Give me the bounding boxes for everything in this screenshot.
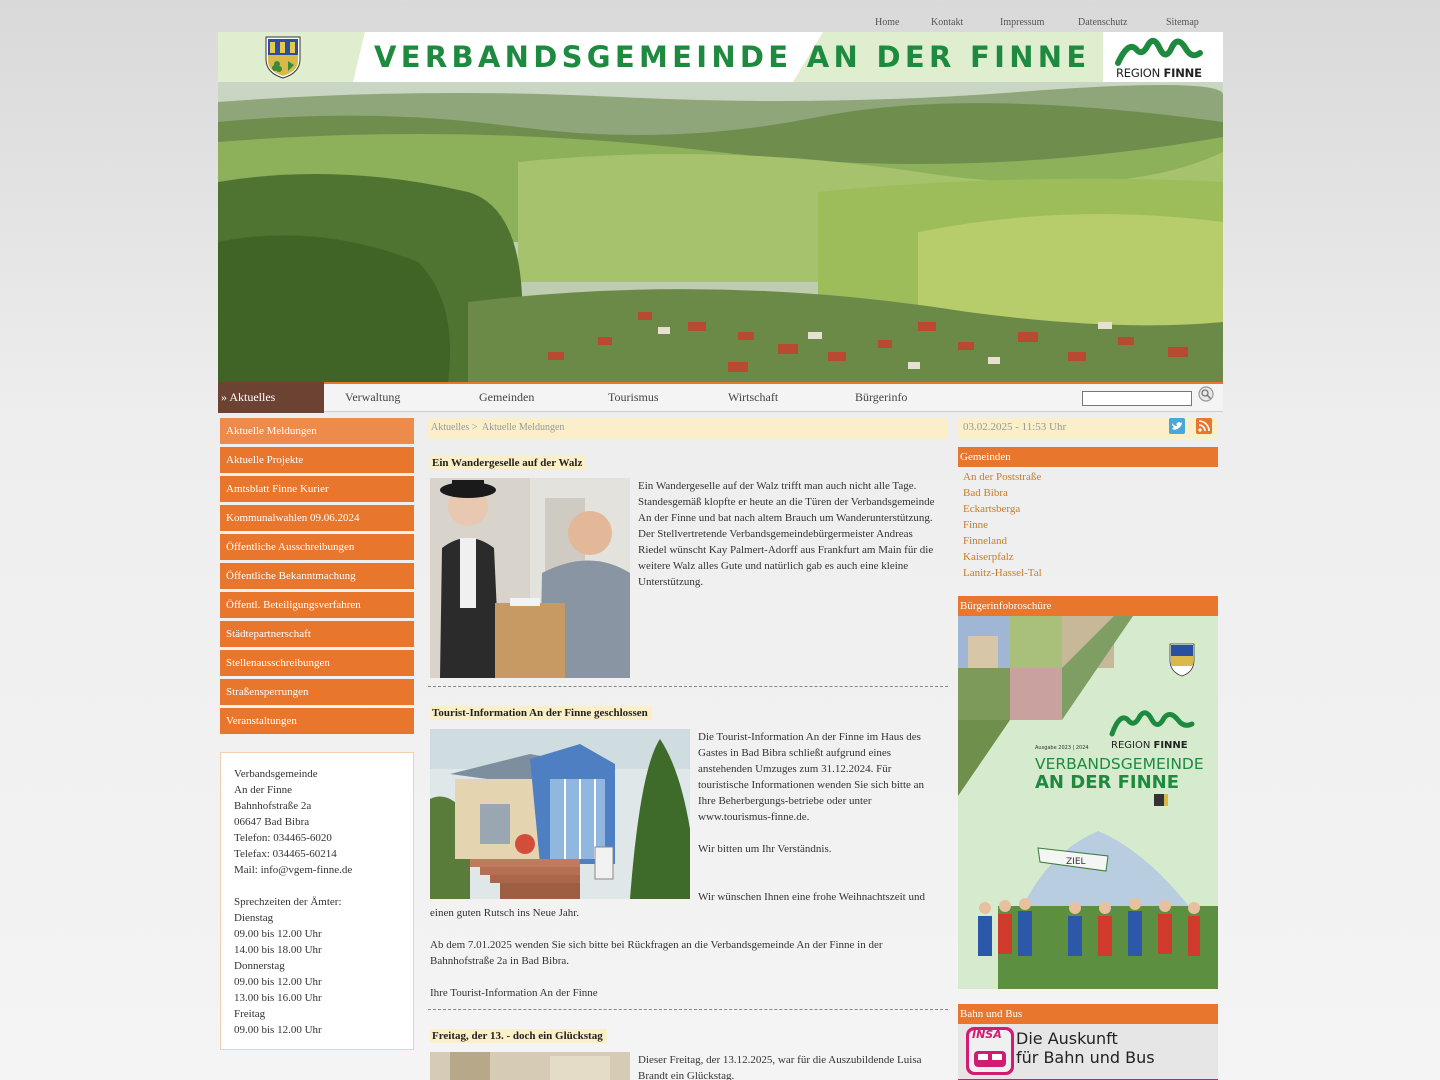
broschuere-edition: Ausgabe 2023 | 2024 (1035, 745, 1089, 751)
news-3-title-wrap (430, 1026, 607, 1044)
broschuere-heading: Bürgerinfobroschüre (958, 596, 1218, 616)
news-separator (428, 1009, 948, 1010)
side-menu-item[interactable]: Öffentliche Bekanntmachung (220, 563, 414, 589)
gemeinden-list (958, 467, 1218, 581)
rss-icon[interactable] (1196, 418, 1212, 434)
toplink-impressum[interactable]: Impressum (1000, 17, 1045, 28)
breadcrumb-current[interactable]: Aktuelle Meldungen (481, 422, 565, 433)
side-menu (220, 418, 414, 737)
site-title: VERBANDSGEMEINDE AN DER FINNE (374, 40, 1091, 74)
top-links (218, 17, 1223, 31)
page (218, 0, 1223, 1080)
address-line: Verbandsgemeinde (234, 768, 318, 780)
news-1-text: Ein Wandergeselle auf der Walz trifft man auch nicht alle Tage. Standesgemäß klopfte er heute an die Türen der Verbandsgemeinde An der Finne und bat nach altem Brauch um Wanderunterstützung. Der Stellvertretende Verbandsgemeindebürgermeister Andreas Riedel wünscht Kay Palmert-Adorff aus Frankfurt am Main für die weitere Walz alles Gute und natürlich gab es auch eine kleine Unterstützung. (638, 480, 935, 588)
news-2-text-5: Ihre Tourist-Information An der Finne (430, 987, 598, 999)
office-hours-line: 13.00 bis 16.00 Uhr (234, 992, 322, 1004)
side-menu-item[interactable]: Städtepartnerschaft (220, 621, 414, 647)
nav-item-wirtschaft[interactable]: Wirtschaft (728, 390, 779, 404)
gemeinde-link[interactable]: Finneland (963, 535, 1007, 547)
side-menu-item[interactable]: Kommunalwahlen 09.06.2024 (220, 505, 414, 531)
news-1-title-wrap (430, 453, 586, 471)
broschuere-title-line1: VERBANDSGEMEINDE (1035, 755, 1204, 773)
gemeinde-link[interactable]: Eckartsberga (963, 503, 1021, 515)
address-line: 06647 Bad Bibra (234, 816, 310, 828)
broschuere-region-label: REGION FINNE (1111, 740, 1188, 751)
news-2-text-2: Wir bitten um Ihr Verständnis. (698, 843, 832, 855)
date-bar (958, 418, 1218, 439)
address-mail[interactable]: Mail: info@vgem-finne.de (234, 864, 353, 876)
side-menu-item[interactable]: Veranstaltungen (220, 708, 414, 734)
broschuere-title-line2: AN DER FINNE (1035, 772, 1180, 793)
address-phone: Telefon: 034465-6020 (234, 832, 332, 844)
insa-banner[interactable] (958, 1024, 1218, 1080)
main-nav (218, 382, 1223, 412)
side-menu-item[interactable]: Öffentl. Beteiligungsverfahren (220, 592, 414, 618)
news-3-image[interactable] (430, 1052, 630, 1080)
news-2-text-3: Wir wünschen Ihnen eine frohe Weihnachtszeit und einen guten Rutsch ins Neue Jahr. (430, 891, 925, 919)
broschuere-cover-image (958, 616, 1218, 989)
side-menu-item[interactable]: Stellenausschreibungen (220, 650, 414, 676)
gemeinde-link[interactable]: Kaiserpfalz (963, 551, 1014, 563)
insa-line-2: für Bahn und Bus (1016, 1048, 1155, 1067)
office-hours-heading: Sprechzeiten der Ämter: (234, 896, 342, 908)
gemeinde-link[interactable]: An der Poststraße (963, 471, 1042, 483)
address-fax: Telefax: 034465-60214 (234, 848, 337, 860)
gemeinde-link[interactable]: Finne (963, 519, 989, 531)
office-hours-line: 09.00 bis 12.00 Uhr (234, 928, 322, 940)
toplink-sitemap[interactable]: Sitemap (1166, 17, 1199, 28)
coat-of-arms-icon[interactable] (264, 35, 302, 79)
news-title[interactable]: Tourist-Information An der Finne geschlossen (430, 706, 652, 720)
nav-item-tourismus[interactable]: Tourismus (608, 390, 659, 404)
toplink-home[interactable]: Home (875, 17, 900, 28)
nav-item-gemeinden[interactable]: Gemeinden (479, 390, 535, 404)
nav-item-aktuelles[interactable]: » Aktuelles (218, 382, 324, 413)
news-title[interactable]: Ein Wandergeselle auf der Walz (430, 456, 586, 470)
broschuere-sign-text: ZIEL (1066, 857, 1086, 867)
contact-address-box (220, 752, 414, 1050)
office-hours-line: 09.00 bis 12.00 Uhr (234, 976, 322, 988)
office-hours-line: 14.00 bis 18.00 Uhr (234, 944, 322, 956)
header-banner (218, 32, 1223, 82)
main-content (428, 418, 948, 1080)
toplink-datenschutz[interactable]: Datenschutz (1078, 17, 1128, 28)
gemeinde-link[interactable]: Lanitz-Hassel-Tal (963, 567, 1042, 579)
gemeinden-heading: Gemeinden (958, 447, 1218, 467)
news-2-image[interactable] (430, 729, 690, 899)
breadcrumb-root[interactable]: Aktuelles > (431, 422, 478, 433)
news-3-text: Dieser Freitag, der 13.12.2025, war für die Auszubildende Luisa Brandt ein Glückstag. (638, 1054, 922, 1080)
office-hours-line: Donnerstag (234, 960, 285, 972)
news-title[interactable]: Freitag, der 13. - doch ein Glückstag (430, 1029, 607, 1043)
side-menu-item[interactable]: Aktuelle Projekte (220, 447, 414, 473)
office-hours-line: 09.00 bis 12.00 Uhr (234, 1024, 322, 1036)
address-spacer (234, 878, 413, 894)
insa-logo-text: INSA (972, 1028, 1002, 1041)
office-hours-line: Freitag (234, 1008, 266, 1020)
address-line: Bahnhofstraße 2a (234, 800, 312, 812)
nav-item-buergerinfo[interactable]: Bürgerinfo (855, 390, 908, 404)
news-separator (428, 686, 948, 687)
search-icon[interactable] (1198, 386, 1216, 404)
search-input[interactable] (1082, 391, 1192, 406)
news-2-text-4: Ab dem 7.01.2025 wenden Sie sich bitte bei Rückfragen an die Verbandsgemeinde An der Finne in der Bahnhofstraße 2a in Bad Bibra. (430, 939, 883, 967)
side-menu-item[interactable]: Öffentliche Ausschreibungen (220, 534, 414, 560)
current-datetime: 03.02.2025 - 11:53 Uhr (963, 421, 1067, 433)
news-1-image[interactable] (430, 478, 630, 678)
broschuere-cover[interactable] (958, 616, 1218, 989)
hero-landscape-image (218, 82, 1223, 382)
right-sidebar (958, 418, 1218, 1080)
region-finne-label: REGION FINNE (1116, 66, 1202, 80)
news-2-text-1: Die Tourist-Information An der Finne im Haus des Gastes in Bad Bibra schließt aufgrund eines anstehenden Umzuges zum 31.12.2024. Für touristische Informationen wenden Sie sich bitte an Ihre Beherbergungs-betriebe oder unter www.tourismus-finne.de. (698, 731, 925, 823)
office-hours-line: Dienstag (234, 912, 274, 924)
insa-line-1: Die Auskunft (1016, 1029, 1118, 1048)
twitter-icon[interactable] (1169, 418, 1185, 434)
breadcrumb (428, 418, 948, 439)
toplink-kontakt[interactable]: Kontakt (931, 17, 964, 28)
bahn-bus-heading: Bahn und Bus (958, 1004, 1218, 1024)
address-line: An der Finne (234, 784, 293, 796)
side-menu-item[interactable]: Aktuelle Meldungen (220, 418, 414, 444)
gemeinde-link[interactable]: Bad Bibra (963, 487, 1008, 499)
news-2-title-wrap (430, 703, 652, 721)
side-menu-item[interactable]: Straßensperrungen (220, 679, 414, 705)
nav-item-verwaltung[interactable]: Verwaltung (345, 390, 401, 404)
side-menu-item[interactable]: Amtsblatt Finne Kurier (220, 476, 414, 502)
